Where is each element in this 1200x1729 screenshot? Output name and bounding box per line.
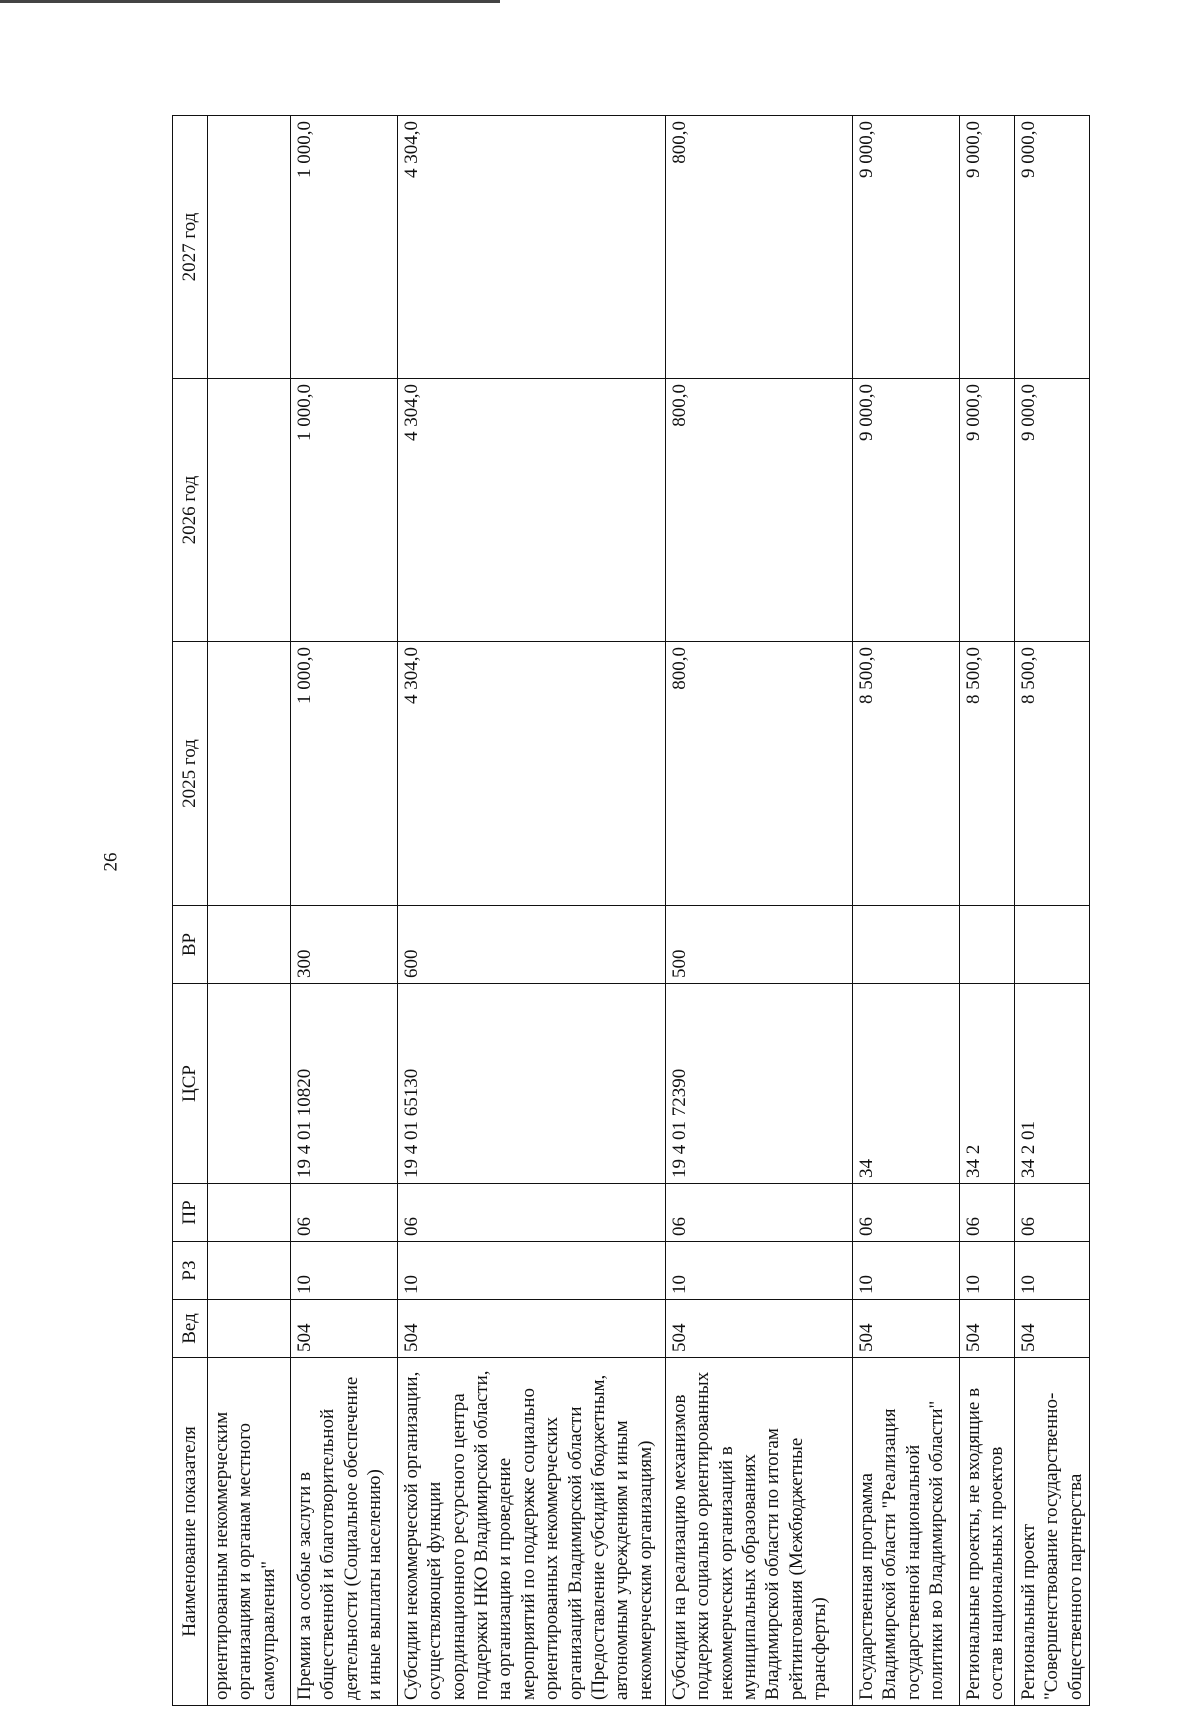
cell-name: Субсидии некоммерческой организации, осуществляющей функции координационного ресурсного центра поддержки НКО Владимирской области, на организацию и проведение мероприятий по поддержке социально ориентированных некоммерческих организаций Владимирской области (Предоставление субсидий бюджетным, автономным учреждениям и иным некоммерческим организациям) (398, 1358, 666, 1706)
cell-ved: 504 (1015, 1300, 1090, 1358)
table-row (398, 116, 666, 1706)
table-row (1015, 116, 1090, 1706)
cell-2026: 9 000,0 (960, 379, 1015, 642)
cell-2027: 9 000,0 (1015, 116, 1090, 379)
cell-ved: 504 (291, 1300, 398, 1358)
table-row (291, 116, 398, 1706)
cell-2025: 8 500,0 (960, 642, 1015, 906)
cell-2025: 800,0 (666, 642, 853, 906)
header-vr: ВР (173, 906, 208, 984)
table-wrapper (172, 116, 1086, 1706)
cell-2026 (208, 379, 291, 642)
cell-2025: 8 500,0 (853, 642, 960, 906)
cell-rz: 10 (398, 1242, 666, 1300)
table-header-row (173, 116, 208, 1706)
cell-pr: 06 (960, 1184, 1015, 1242)
cell-vr: 500 (666, 906, 853, 984)
cell-vr (853, 906, 960, 984)
cell-pr: 06 (666, 1184, 853, 1242)
cell-csr: 19 4 01 10820 (291, 984, 398, 1184)
cell-name: Субсидии на реализацию механизмов поддержки социально ориентированных некоммерческих организаций в муниципальных образованиях Владимирской области по итогам рейтингования (Межбюджетные трансферты) (666, 1358, 853, 1706)
table-rotation-frame (172, 116, 1086, 1706)
cell-name: ориентированным некоммерческим организациям и органам местного самоуправления" (208, 1358, 291, 1706)
cell-2027: 1 000,0 (291, 116, 398, 379)
cell-rz: 10 (1015, 1242, 1090, 1300)
cell-name: Государственная программа Владимирской области "Реализация государственной национальной политики во Владимирской области" (853, 1358, 960, 1706)
cell-2026: 4 304,0 (398, 379, 666, 642)
cell-rz: 10 (666, 1242, 853, 1300)
cell-2026: 1 000,0 (291, 379, 398, 642)
header-ved: Вед (173, 1300, 208, 1358)
budget-table (172, 115, 1090, 1706)
table-row (208, 116, 291, 1706)
header-2025: 2025 год (173, 642, 208, 906)
cell-pr (208, 1184, 291, 1242)
table-row (666, 116, 853, 1706)
cell-vr (960, 906, 1015, 984)
cell-csr: 34 2 (960, 984, 1015, 1184)
cell-2026: 9 000,0 (853, 379, 960, 642)
cell-2027 (208, 116, 291, 379)
cell-2025: 8 500,0 (1015, 642, 1090, 906)
table-row (960, 116, 1015, 1706)
cell-2025: 1 000,0 (291, 642, 398, 906)
cell-rz: 10 (960, 1242, 1015, 1300)
header-name: Наименование показателя (173, 1358, 208, 1706)
cell-2027: 4 304,0 (398, 116, 666, 379)
cell-vr (1015, 906, 1090, 984)
cell-pr: 06 (291, 1184, 398, 1242)
header-2027: 2027 год (173, 116, 208, 379)
cell-ved: 504 (398, 1300, 666, 1358)
header-pr: ПР (173, 1184, 208, 1242)
scan-artifact-line (0, 0, 500, 3)
cell-csr: 19 4 01 65130 (398, 984, 666, 1184)
cell-csr: 19 4 01 72390 (666, 984, 853, 1184)
cell-pr: 06 (398, 1184, 666, 1242)
cell-csr: 34 (853, 984, 960, 1184)
cell-pr: 06 (1015, 1184, 1090, 1242)
cell-ved: 504 (853, 1300, 960, 1358)
cell-2026: 800,0 (666, 379, 853, 642)
cell-vr: 300 (291, 906, 398, 984)
cell-name: Премии за особые заслуги в общественной и благотворительной деятельности (Социальное обеспечение и иные выплаты населению) (291, 1358, 398, 1706)
cell-2025 (208, 642, 291, 906)
cell-ved (208, 1300, 291, 1358)
cell-pr: 06 (853, 1184, 960, 1242)
cell-ved: 504 (666, 1300, 853, 1358)
page-number (100, 847, 122, 877)
header-rz: РЗ (173, 1242, 208, 1300)
cell-ved: 504 (960, 1300, 1015, 1358)
cell-rz: 10 (291, 1242, 398, 1300)
page-number-text: 26 (100, 852, 121, 872)
cell-vr: 600 (398, 906, 666, 984)
header-2026: 2026 год (173, 379, 208, 642)
header-csr: ЦСР (173, 984, 208, 1184)
cell-2027: 9 000,0 (960, 116, 1015, 379)
cell-2027: 800,0 (666, 116, 853, 379)
cell-rz: 10 (853, 1242, 960, 1300)
cell-csr: 34 2 01 (1015, 984, 1090, 1184)
cell-vr (208, 906, 291, 984)
cell-2025: 4 304,0 (398, 642, 666, 906)
cell-rz (208, 1242, 291, 1300)
cell-2027: 9 000,0 (853, 116, 960, 379)
cell-name: Региональные проекты, не входящие в состав национальных проектов (960, 1358, 1015, 1706)
cell-csr (208, 984, 291, 1184)
cell-name: Региональный проект "Совершенствование государственно-общественного партнерства (1015, 1358, 1090, 1706)
cell-2026: 9 000,0 (1015, 379, 1090, 642)
table-row (853, 116, 960, 1706)
